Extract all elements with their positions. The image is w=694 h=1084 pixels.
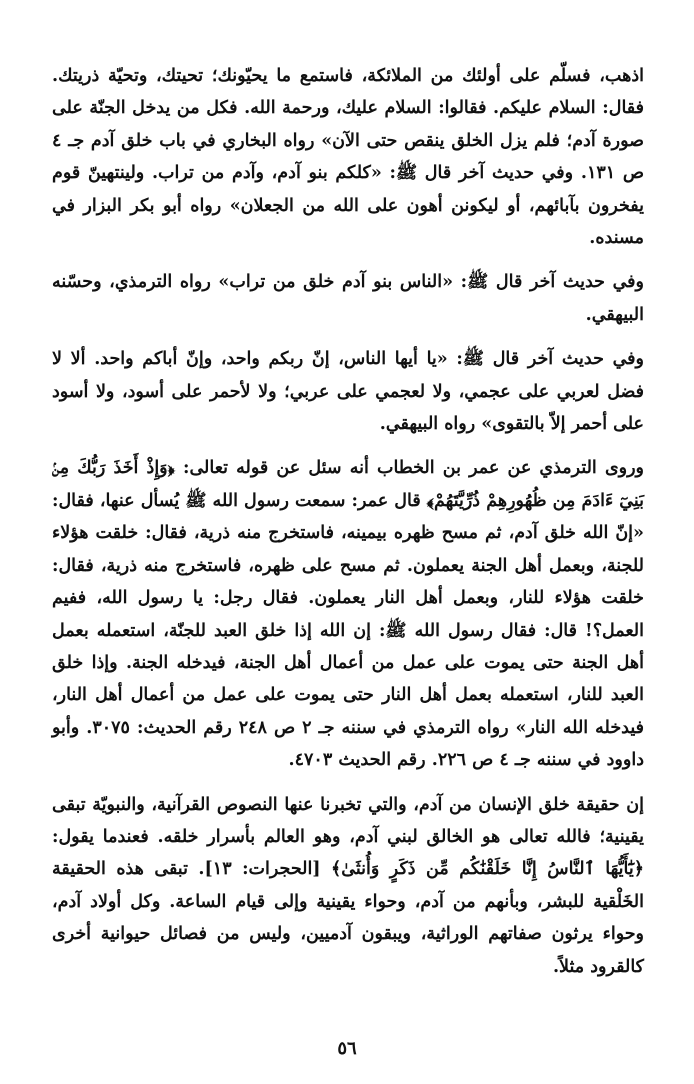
paragraph-text: وروى الترمذي عن عمر بن الخطاب أنه سئل عن قوله تعالى: bbox=[174, 458, 645, 479]
paragraph-1 bbox=[52, 60, 644, 254]
paragraph-gap bbox=[52, 331, 644, 343]
page-number: ٥٦ bbox=[337, 1038, 357, 1059]
paragraph-text: وفي حديث آخر قال ﷺ: «الناس بنو آدم خلق من تراب» رواه الترمذي، وحسّنه البيهقي. bbox=[52, 272, 644, 325]
paragraph-5 bbox=[52, 789, 644, 983]
paragraph-2 bbox=[52, 266, 644, 331]
paragraph-text: [الحجرات: ١٣]. تبقى هذه الحقيقة الخَلْقية للبشر، وبأنهم من آدم، وحواء يقينية وإلى قيام الساعة. وكل أولاد آدم، وحواء يرثون صفاتهم الوراثية، ويبقون آدميين، وليس من فصائل حيوانية أخرى كالقرود مثلاً. bbox=[52, 859, 644, 977]
paragraph-gap bbox=[52, 777, 644, 789]
quran-verse: ﴿يَٰٓأَيُّهَا ٱلنَّاسُ إِنَّا خَلَقْنَٰكُم مِّن ذَكَرٍ وَأُنثَىٰ﴾ bbox=[331, 859, 644, 880]
body-text bbox=[52, 60, 644, 983]
paragraph-4 bbox=[52, 452, 644, 776]
paragraph-3 bbox=[52, 343, 644, 440]
paragraph-text: وفي حديث آخر قال ﷺ: «يا أيها الناس، إنّ ربكم واحد، وإنّ أباكم واحد. ألا لا فضل لعربي على عجمي، ولا لعجمي على عربي؛ ولا لأحمر على أسود، ولا أسود على أحمر إلاّ بالتقوى» رواه البيهقي. bbox=[52, 349, 644, 435]
paragraph-text: اذهب، فسلّم على أولئك من الملائكة، فاستمع ما يحيّونك؛ تحيتك، وتحيّة ذريتك. فقال: السلام عليكم. فقالوا: السلام عليك، ورحمة الله. فكل من يدخل الجنّة على صورة آدم؛ فلم يزل الخلق ينقص حتى الآن» رواه البخاري في باب خلق آدم جـ ٤ ص ١٣١. وفي حديث آخر قال ﷺ: «كلكم بنو آدم، وآدم من تراب. ولينتهينّ قوم يفخرون بآبائهم، أو ليكونن أهون على الله من الجعلان» رواه أبو بكر البزار في مسنده. bbox=[52, 66, 645, 249]
paragraph-gap bbox=[52, 440, 644, 452]
quran-verse: ﴿وَإِذْ أَخَذَ رَبُّكَ مِنۢ بَنِيٓ ءَادَمَ مِن ظُهُورِهِمْ ذُرِّيَّتَهُمْ﴾ bbox=[52, 458, 645, 511]
paragraph-text: إن حقيقة خلق الإنسان من آدم، والتي تخبرنا عنها النصوص القرآنية، والنبويّة تبقى يقينية؛ فالله تعالى هو الخالق لبني آدم، وهو العالم بأسرار خلقه. فعندما يقول: bbox=[52, 794, 644, 847]
paragraph-gap bbox=[52, 254, 644, 266]
paragraph-text: قال عمر: سمعت رسول الله ﷺ يُسأل عنها، فقال: «إنّ الله خلق آدم، ثم مسح ظهره بيمينه، فاستخرج منه ذرية، فقال: خلقت هؤلاء للجنة، وبعمل أهل الجنة يعملون. ثم مسح على ظهره، فاستخرج منه ذرية، فقال: خلقت هؤلاء للنار، وبعمل أهل النار يعملون. فقال رجل: يا رسول الله، ففيم العمل؟! قال: فقال رسول الله ﷺ: إن الله إذا خلق العبد للجنّة، استعمله بعمل أهل الجنة حتى يموت على عمل من أعمال أهل الجنة، فيدخله الجنة. وإذا خلق العبد للنار، استعمله بعمل أهل النار حتى يموت على عمل من أعمال أهل النار، فيدخله الله النار» رواه الترمذي في سننه جـ ٢ ص ٢٤٨ رقم الحديث: ٣٠٧٥. وأبو داوود في سننه جـ ٤ ص ٢٢٦. رقم الحديث ٤٧٠٣. bbox=[52, 490, 644, 771]
